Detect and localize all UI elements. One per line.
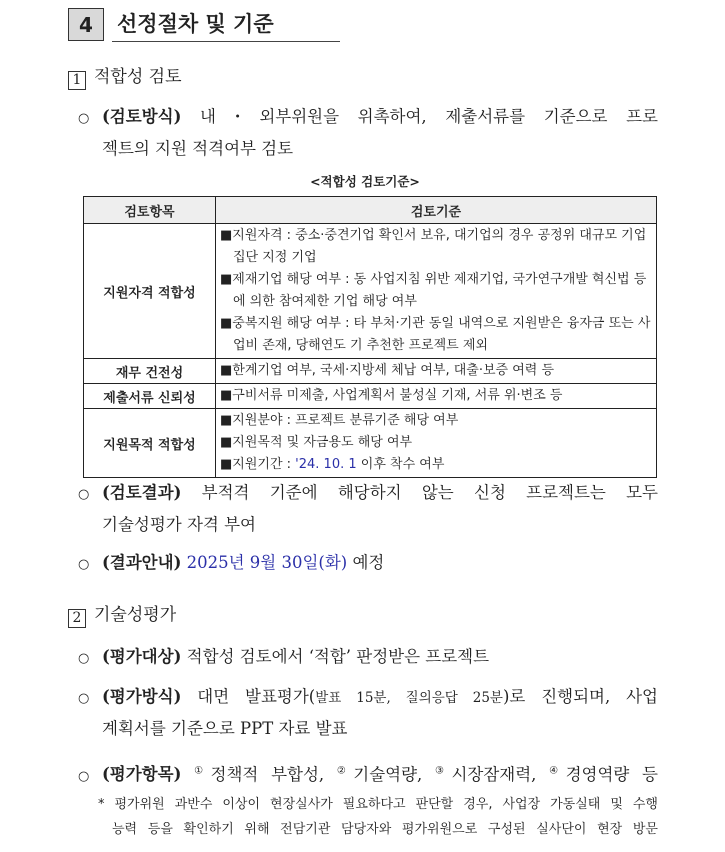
eval-items [78,756,658,792]
table-row [84,224,657,359]
date: 2025년 9월 30일(화) [186,553,348,572]
label: (평가방식) [102,687,182,706]
result-notice [78,548,658,580]
table-row [84,359,657,384]
label: (평가항목) [102,764,182,784]
label: (검토방식) [102,107,182,126]
text: 계획서를 기준으로 PPT 자료 발표 [102,719,348,738]
label: (결과안내) [102,553,182,572]
label: (검토결과) [102,483,182,502]
circle-bullet-icon: ○ [78,768,90,784]
text: 예정 [352,553,385,572]
footnote [98,792,658,842]
section-title: 선정절차 및 기준 [117,12,274,36]
item: 지원목적 적합성 [84,409,216,478]
circle-bullet-icon: ○ [78,557,90,572]
text: 내・외부위원을 위촉하여, 제출서류를 기준으로 프로 [200,107,658,126]
item: 지원자격 적합성 [84,224,216,359]
text: 기술성평가 자격 부여 [102,515,256,534]
text: 능력 등을 확인하기 위해 전담기관 담당자와 평가위원으로 구성된 실사단이 현장 방문 [112,822,658,837]
criteria-table [83,196,657,478]
eval-item: ④경영역량 등 [549,764,658,784]
criterion: ■지원자격 : 중소·중견기업 확인서 보유, 대기업의 경우 공정위 대규모 기업집단 지정 기업 [220,228,647,265]
review-method [78,102,658,164]
subsection-title: 기술성평가 [94,605,177,625]
table-row [84,384,657,409]
text: ■지원기간 : [220,457,296,472]
section-number: 4 [68,8,104,41]
text: )로 진행되며, 사업 [502,687,658,706]
eval-method [78,682,658,744]
text: 부적격 기준에 해당하지 않는 신청 프로젝트는 모두 [201,483,658,502]
header: 검토기준 [216,197,657,224]
criterion: ■중복지원 해당 여부 : 타 부처·기관 동일 내역으로 지원받은 융자금 또는 사업비 존재, 당해연도 기 추천한 프로젝트 제외 [220,316,651,353]
section-underline [112,41,340,42]
subsection-2-heading [68,600,176,628]
text: 이후 착수 여부 [356,457,445,472]
criterion: ■제재기업 해당 여부 : 동 사업지침 위반 제재기업, 국가연구개발 혁신법 등에 의한 참여제한 기업 해당 여부 [220,272,647,309]
table-row [84,409,657,478]
text: 대면 발표평가( [197,687,316,706]
circle-bullet-icon: ○ [78,487,90,502]
review-result [78,478,658,540]
criterion: ■구비서류 미제출, 사업계획서 불성실 기재, 서류 위·변조 등 [220,388,563,403]
eval-item: ③시장잠재력, [435,764,537,784]
text: 젝트의 지원 적격여부 검토 [102,139,294,158]
circle-bullet-icon: ○ [78,651,90,666]
table-caption: <적합성 검토기준> [310,174,420,189]
circle-bullet-icon: ○ [78,111,90,126]
eval-item: ①정책적 부합성, [194,764,325,784]
date: '24. 10. 1 [295,457,357,472]
text: 발표 15분, 질의응답 25분 [315,690,503,706]
eval-target [78,642,658,674]
item: 제출서류 신뢰성 [84,384,216,409]
text: * 평가위원 과반수 이상이 현장실사가 필요하다고 판단할 경우, 사업장 가동실태 및 수행 [98,797,658,812]
criterion: ■지원분야 : 프로젝트 분류기준 해당 여부 [220,413,459,428]
eval-item: ②기술역량, [336,764,423,784]
label: (평가대상) [102,647,182,666]
subsection-number: 2 [68,609,86,628]
criterion: ■한계기업 여부, 국세·지방세 체납 여부, 대출·보증 여력 등 [220,363,555,378]
circle-bullet-icon: ○ [78,691,90,706]
item: 재무 건전성 [84,359,216,384]
text: 적합성 검토에서 ‘적합’ 판정받은 프로젝트 [186,647,490,666]
header: 검토항목 [84,197,216,224]
subsection-number: 1 [68,71,86,90]
criterion [220,454,652,476]
subsection-title: 적합성 검토 [94,67,182,87]
criterion: ■지원목적 및 자금용도 해당 여부 [220,435,413,450]
subsection-1-heading [68,62,182,90]
